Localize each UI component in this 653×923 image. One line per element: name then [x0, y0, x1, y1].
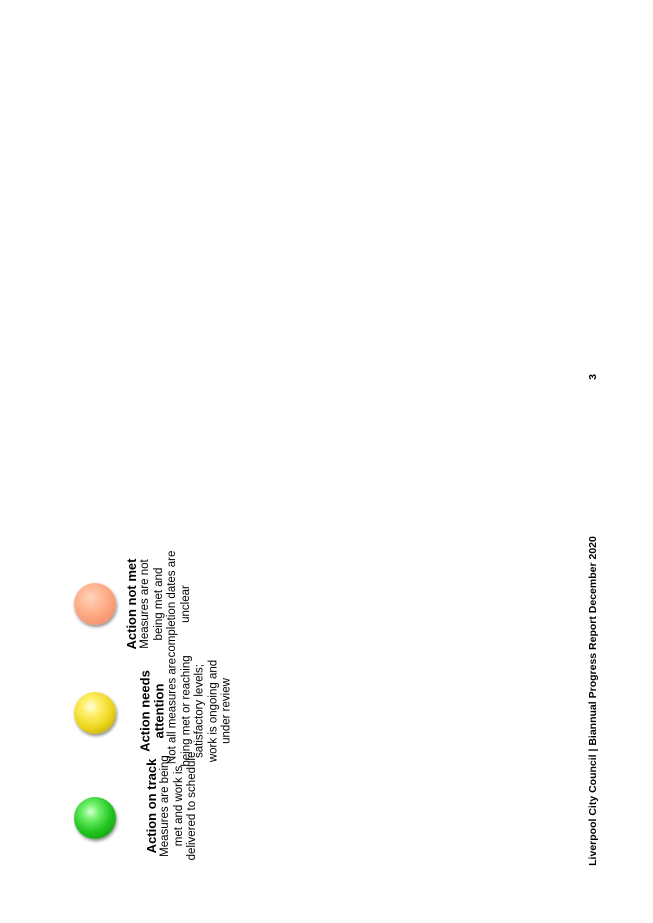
legend-not-met-title: Action not met: [124, 558, 139, 650]
legend-needs-attention-desc: Not all measures are being met or reaching satisfactory levels; work is ongoing and under review: [166, 655, 233, 767]
status-orange-icon: [74, 583, 116, 625]
legend-not-met: [125, 545, 193, 663]
status-green-icon: [74, 797, 116, 839]
legend-on-track-desc: Measures are being met and work is delivered to schedule: [158, 751, 198, 861]
footer-report-title: Liverpool City Council | Biannual Progress Report December 2020: [587, 536, 599, 866]
legend-needs-attention: [138, 652, 234, 770]
legend-not-met-desc: Measures are not being met and completion dates are unclear: [139, 550, 192, 658]
page-number: 3: [587, 374, 599, 380]
status-yellow-icon: [74, 692, 116, 734]
legend-needs-attention-title: Action needs attention: [137, 670, 167, 752]
legend-on-track-title: Action on track: [143, 758, 159, 854]
